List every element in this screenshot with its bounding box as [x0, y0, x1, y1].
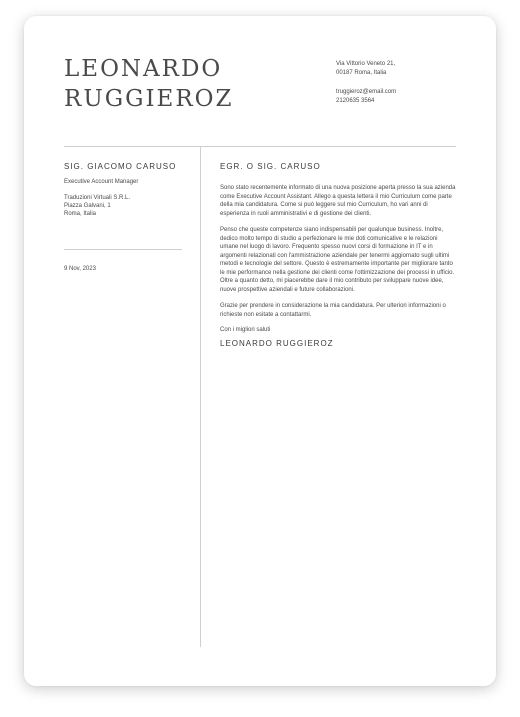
- letter-date: 9 Nov, 2023: [64, 266, 96, 272]
- signature: LEONARDO RUGGIEROZ: [220, 339, 334, 348]
- paragraph: Penso che queste competenze siano indispensabili per qualunque business. Inoltre, dedico molto tempo di studio a perfezionare le mie doti comunicative e le relazioni umane nel luogo di lavoro. Frequento spesso nuovi corsi di formazione in IT e in argomenti relazionati con l'ammistrazione aziendale per tenermi aggiornato sugli ultimi metodi e tecnologie del settore. Questo è estremamente importante per migliorare tanto le mie performance nella gestione dei clienti come l'ottimizzazione dei processi in ufficio. Oltre a quanto detto, mi piacerebbe dare il mio contributo per sviluppare nuove idee, nuove prospettive aziendali e future collaborazioni.: [220, 227, 455, 293]
- sender-name-line2: RUGGIEROZ: [64, 86, 234, 112]
- recipient-address: [64, 194, 184, 218]
- closing: Con i migliori saluti: [220, 327, 271, 333]
- sender-name-line1: LEONARDO: [64, 56, 223, 82]
- recipient-name: SIG. GIACOMO CARUSO: [64, 162, 177, 171]
- sender-email: truggieroz@email.com: [336, 89, 397, 95]
- paragraph: Grazie per prendere in considerazione la mia candidatura. Per ulteriori informazioni o richieste non esitate a contattarmi.: [220, 303, 446, 318]
- column-divider: [200, 147, 201, 647]
- sender-address-line1: Via Vittorio Veneto 21,: [336, 61, 396, 67]
- letter-body: [220, 162, 456, 348]
- sender-address-line2: 00187 Roma, Italia: [336, 70, 387, 76]
- recipient-block: [64, 162, 184, 218]
- sender-name: [64, 54, 233, 114]
- recipient-street: Piazza Galvani, 1: [64, 203, 111, 209]
- salutation: EGR. O SIG. CARUSO: [220, 162, 321, 171]
- recipient-company: Traduzioni Virtuali S.R.L.: [64, 195, 131, 201]
- letter-page: [24, 16, 496, 686]
- recipient-city: Roma, Italia: [64, 211, 97, 217]
- contact-spacer: [336, 78, 396, 88]
- header-divider: [64, 146, 456, 147]
- recipient-divider: [64, 249, 182, 250]
- recipient-title: Executive Account Manager: [64, 179, 139, 185]
- paragraph: Sono stato recentemente informato di una nuova posizione aperta presso la sua azienda come Executive Account Assistant. Allego a questa lettera il mio Curriculum come parte della mia candidatura. Come si può leggere sul mio Curriculum, ho vari anni di esperienza in ruoli amministrativi e di gestione dei clienti.: [220, 185, 456, 217]
- sender-phone: 2120635 3564: [336, 98, 375, 104]
- sender-contact: [336, 60, 396, 106]
